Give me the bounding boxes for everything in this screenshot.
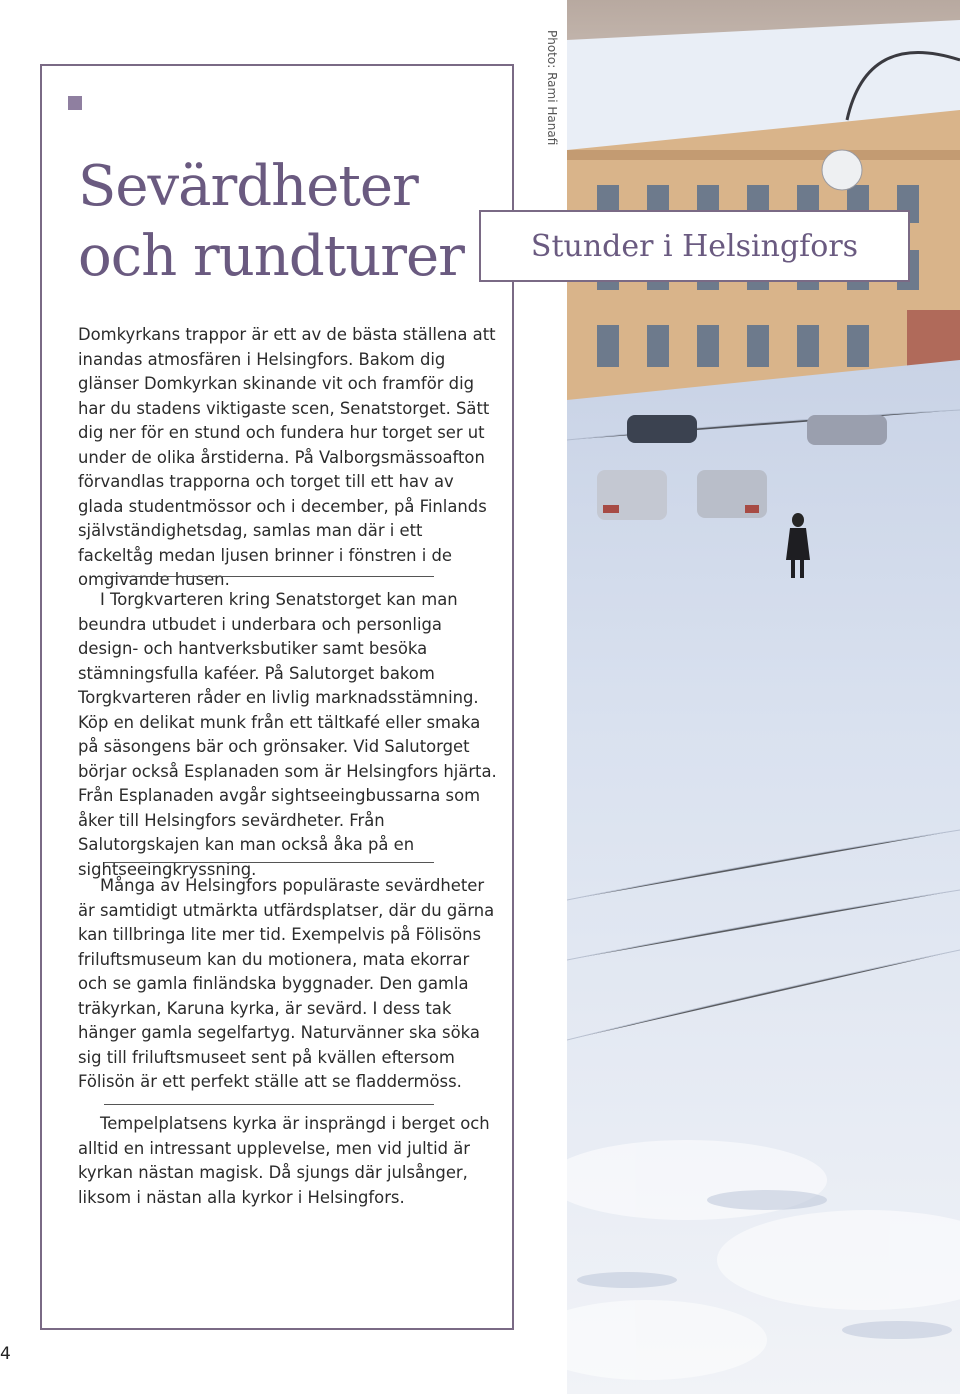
paragraph-3: Många av Helsingfors populäraste sevärdheter är samtidigt utmärkta utfärdsplatser, där du gärna kan tillbringa lite mer tid. Exempelvis på Fölisöns friluftsmuseum kan du motionera, mata ekorrar och se gamla finländska byggnader. Den gamla träkyrkan, Karuna kyrka, är sevärd. I dess tak hänger gamla segelfartyg. Naturvänner ska söka sig till friluftsmuseet sent på kvällen eftersom Fölisön är ett perfekt ställe att se fladdermöss.: [78, 876, 495, 1091]
divider-2: [104, 862, 434, 863]
paragraph-1: Domkyrkans trappor är ett av de bästa ställena att inandas atmosfären i Helsingfors. Bakom dig glänser Domkyrkan skinande vit och framför dig har du stadens viktigaste scen, Senatstorget. Sätt dig ner för en stund och fundera hur torget ser ut under de olika årstiderna. På Valborgsmässoafton förvandlas trapporna och torget till ett hav av glada studentmössor och i december, på Finlands självständighetsdag, samlas man där i ett fackeltåg medan ljusen brinner i fönstren i de omgivande husen.: [78, 325, 496, 589]
divider-1: [104, 576, 434, 577]
photo-credit: Photo: Rami Hanafi: [545, 30, 559, 146]
paragraph-4: Tempelplatsens kyrka är insprängd i berget och alltid en intressant upplevelse, men vid jultid är kyrkan nästan magisk. Då sjungs där julsånger, liksom i nästan alla kyrkor i Helsingfors.: [78, 1114, 490, 1207]
divider-3: [104, 1104, 434, 1105]
section-banner: [479, 210, 910, 282]
paragraph-2: I Torgkvarteren kring Senatstorget kan man beundra utbudet i underbara och personliga design- och hantverksbutiker samt besöka stämningsfulla kaféer. På Salutorget bakom Torgkvarteren råder en livlig marknadsstämning. Köp en delikat munk från ett tältkafé eller smaka på säsongens bär och grönsaker. Vid Salutorget börjar också Esplanaden som är Helsingfors hjärta. Från Esplanaden avgår sightseeingbussarna som åker till Helsingfors sevärdheter. Från Salutorgskajen kan man också åka på en sightseeingkryssning.: [78, 590, 497, 879]
page-number: 4: [0, 1344, 11, 1364]
title-line-1: Sevärdheter: [78, 154, 418, 219]
title-line-2: och rundturer: [78, 224, 464, 289]
banner-label: Stunder i Helsingfors: [530, 228, 859, 264]
accent-square: [68, 96, 82, 110]
page-title: [78, 152, 464, 292]
